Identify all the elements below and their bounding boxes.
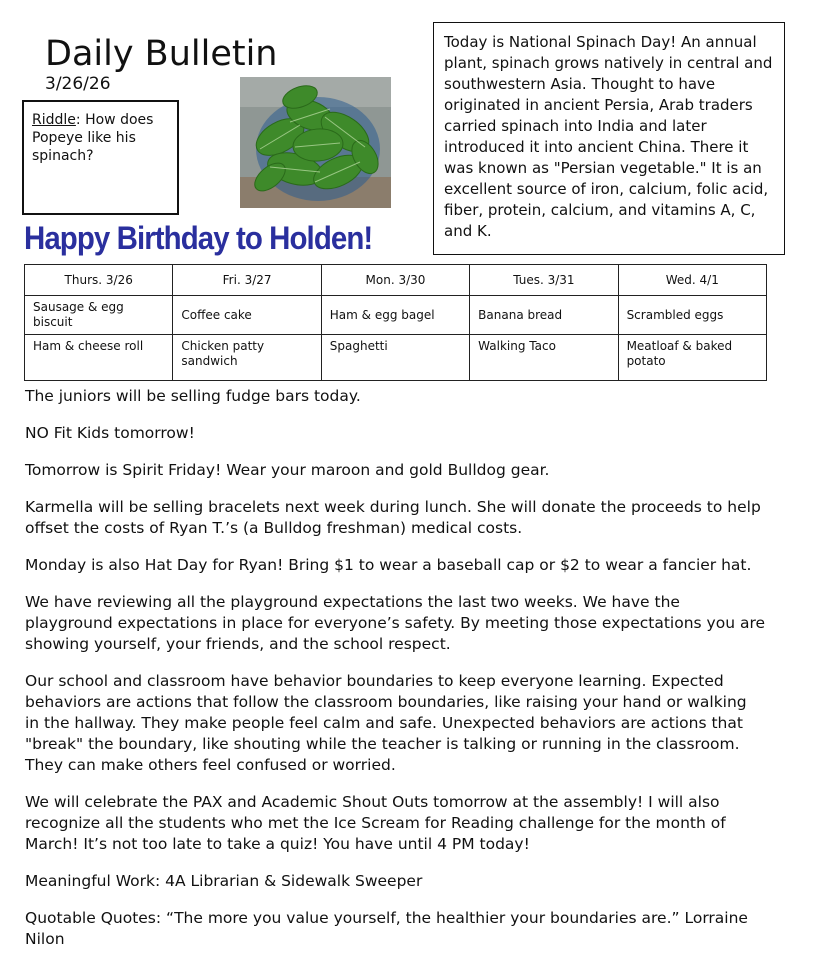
- menu-cell: Scrambled eggs: [618, 296, 766, 335]
- quotable-quote: Quotable Quotes: “The more you value yourself, the healthier your boundaries are.” Lorraine Nilon: [25, 909, 748, 948]
- menu-cell: Banana bread: [470, 296, 618, 335]
- menu-header-row: [25, 265, 767, 296]
- menu-cell: Ham & cheese roll: [25, 335, 173, 381]
- menu-day: Mon. 3/30: [321, 265, 469, 296]
- menu-cell: Meatloaf & baked potato: [618, 335, 766, 381]
- menu-lunch-row: [25, 335, 767, 381]
- riddle-text: : How does Popeye like his spinach?: [32, 112, 154, 164]
- menu-cell: Ham & egg bagel: [321, 296, 469, 335]
- announcement: NO Fit Kids tomorrow!: [25, 424, 195, 442]
- menu-day: Wed. 4/1: [618, 265, 766, 296]
- riddle-box: [22, 100, 179, 215]
- menu-cell: Walking Taco: [470, 335, 618, 381]
- menu-day: Fri. 3/27: [173, 265, 321, 296]
- menu-day: Tues. 3/31: [470, 265, 618, 296]
- menu-cell: Sausage & egg biscuit: [25, 296, 173, 335]
- birthday-banner: Happy Birthday to Holden!: [24, 220, 373, 256]
- announcement: Our school and classroom have behavior boundaries to keep everyone learning. Expected behaviors are actions that follow the classroom boundaries, like raising your hand or walking in the hallway. They make people feel calm and safe. Unexpected behaviors are actions that "break" the boundary, like shouting while the teacher is talking or running in the classroom. They can make others feel confused or worried.: [25, 672, 747, 774]
- riddle-label: Riddle: [32, 112, 76, 128]
- menu-day: Thurs. 3/26: [25, 265, 173, 296]
- spinach-leaves-icon: [240, 77, 391, 208]
- meaningful-work: Meaningful Work: 4A Librarian & Sidewalk Sweeper: [25, 872, 423, 890]
- menu-cell: Coffee cake: [173, 296, 321, 335]
- announcement: Monday is also Hat Day for Ryan! Bring $1 to wear a baseball cap or $2 to wear a fancier hat.: [25, 556, 752, 574]
- lunch-menu-table: [24, 264, 767, 381]
- national-day-fact: Today is National Spinach Day! An annual plant, spinach grows natively in central and southwestern Asia. Thought to have originated in ancient Persia, Arab traders carried spinach into India and later introduced it into ancient China. There it was known as "Persian vegetable." It is an excellent source of iron, calcium, folic acid, fiber, protein, calcium, and vitamins A, C, and K.: [433, 22, 785, 255]
- announcement: We will celebrate the PAX and Academic Shout Outs tomorrow at the assembly! I will also recognize all the students who met the Ice Scream for Reading challenge for the month of March! It’s not too late to take a quiz! You have until 4 PM today!: [25, 793, 726, 853]
- menu-cell: Chicken patty sandwich: [173, 335, 321, 381]
- spinach-photo: [240, 77, 391, 208]
- announcement: Tomorrow is Spirit Friday! Wear your maroon and gold Bulldog gear.: [25, 461, 550, 479]
- announcement: Karmella will be selling bracelets next week during lunch. She will donate the proceeds to help offset the costs of Ryan T.’s (a Bulldog freshman) medical costs.: [25, 498, 761, 537]
- announcement: We have reviewing all the playground expectations the last two weeks. We have the playground expectations in place for everyone’s safety. By meeting those expectations you are showing yourself, your friends, and the school respect.: [25, 593, 766, 653]
- menu-breakfast-row: [25, 296, 767, 335]
- bulletin-date: 3/26/26: [45, 74, 111, 94]
- announcements: [25, 386, 765, 966]
- bulletin-title: Daily Bulletin: [45, 34, 278, 74]
- announcement: The juniors will be selling fudge bars today.: [25, 387, 361, 405]
- menu-cell: Spaghetti: [321, 335, 469, 381]
